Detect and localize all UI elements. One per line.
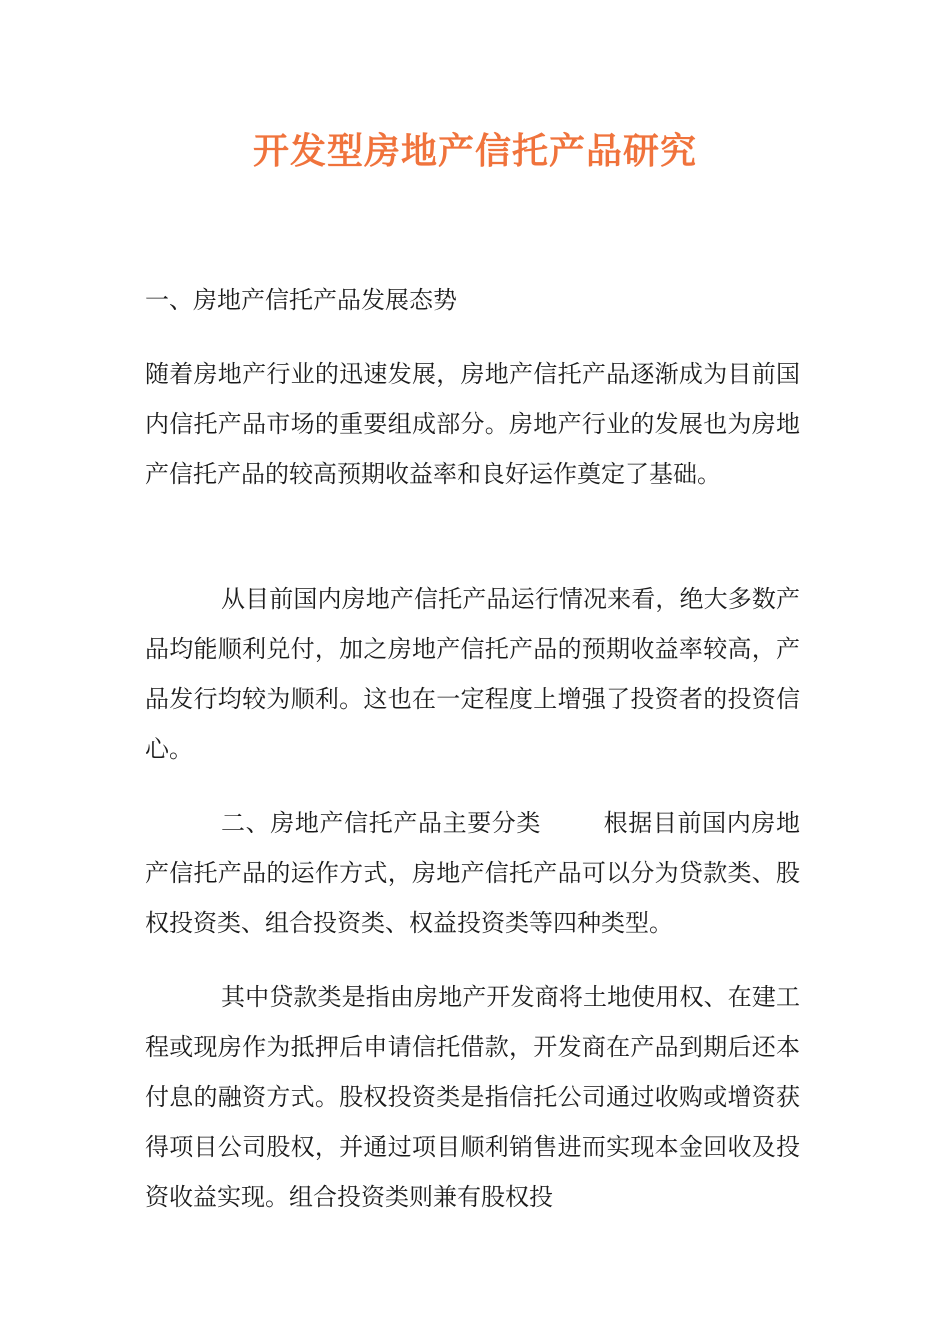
paragraph-1: 随着房地产行业的迅速发展，房地产信托产品逐渐成为目前国内信托产品市场的重要组成部分。房地产行业的发展也为房地产信托产品的较高预期收益率和良好运作奠定了基础。	[145, 360, 800, 488]
paragraph-2: 从目前国内房地产信托产品运行情况来看，绝大多数产品均能顺利兑付，加之房地产信托产品的预期收益率较高，产品发行均较为顺利。这也在一定程度上增强了投资者的投资信心。	[145, 585, 800, 763]
paragraph-3-text: 根据目前国内房地产信托产品的运作方式，房地产信托产品可以分为贷款类、股权投资类、组合投资类、权益投资类等四种类型。	[145, 809, 800, 937]
section-heading-1: 一、房地产信托产品发展态势	[145, 286, 457, 314]
paragraph-3	[145, 798, 800, 948]
document-title: 开发型房地产信托产品研究	[252, 130, 697, 172]
section-heading-2: 二、房地产信托产品主要分类	[221, 809, 542, 837]
paragraph-4: 其中贷款类是指由房地产开发商将土地使用权、在建工程或现房作为抵押后申请信托借款，开发商在产品到期后还本付息的融资方式。股权投资类是指信托公司通过收购或增资获得项目公司股权，并通过项目顺利销售进而实现本金回收及投资收益实现。组合投资类则兼有股权投	[145, 983, 800, 1211]
